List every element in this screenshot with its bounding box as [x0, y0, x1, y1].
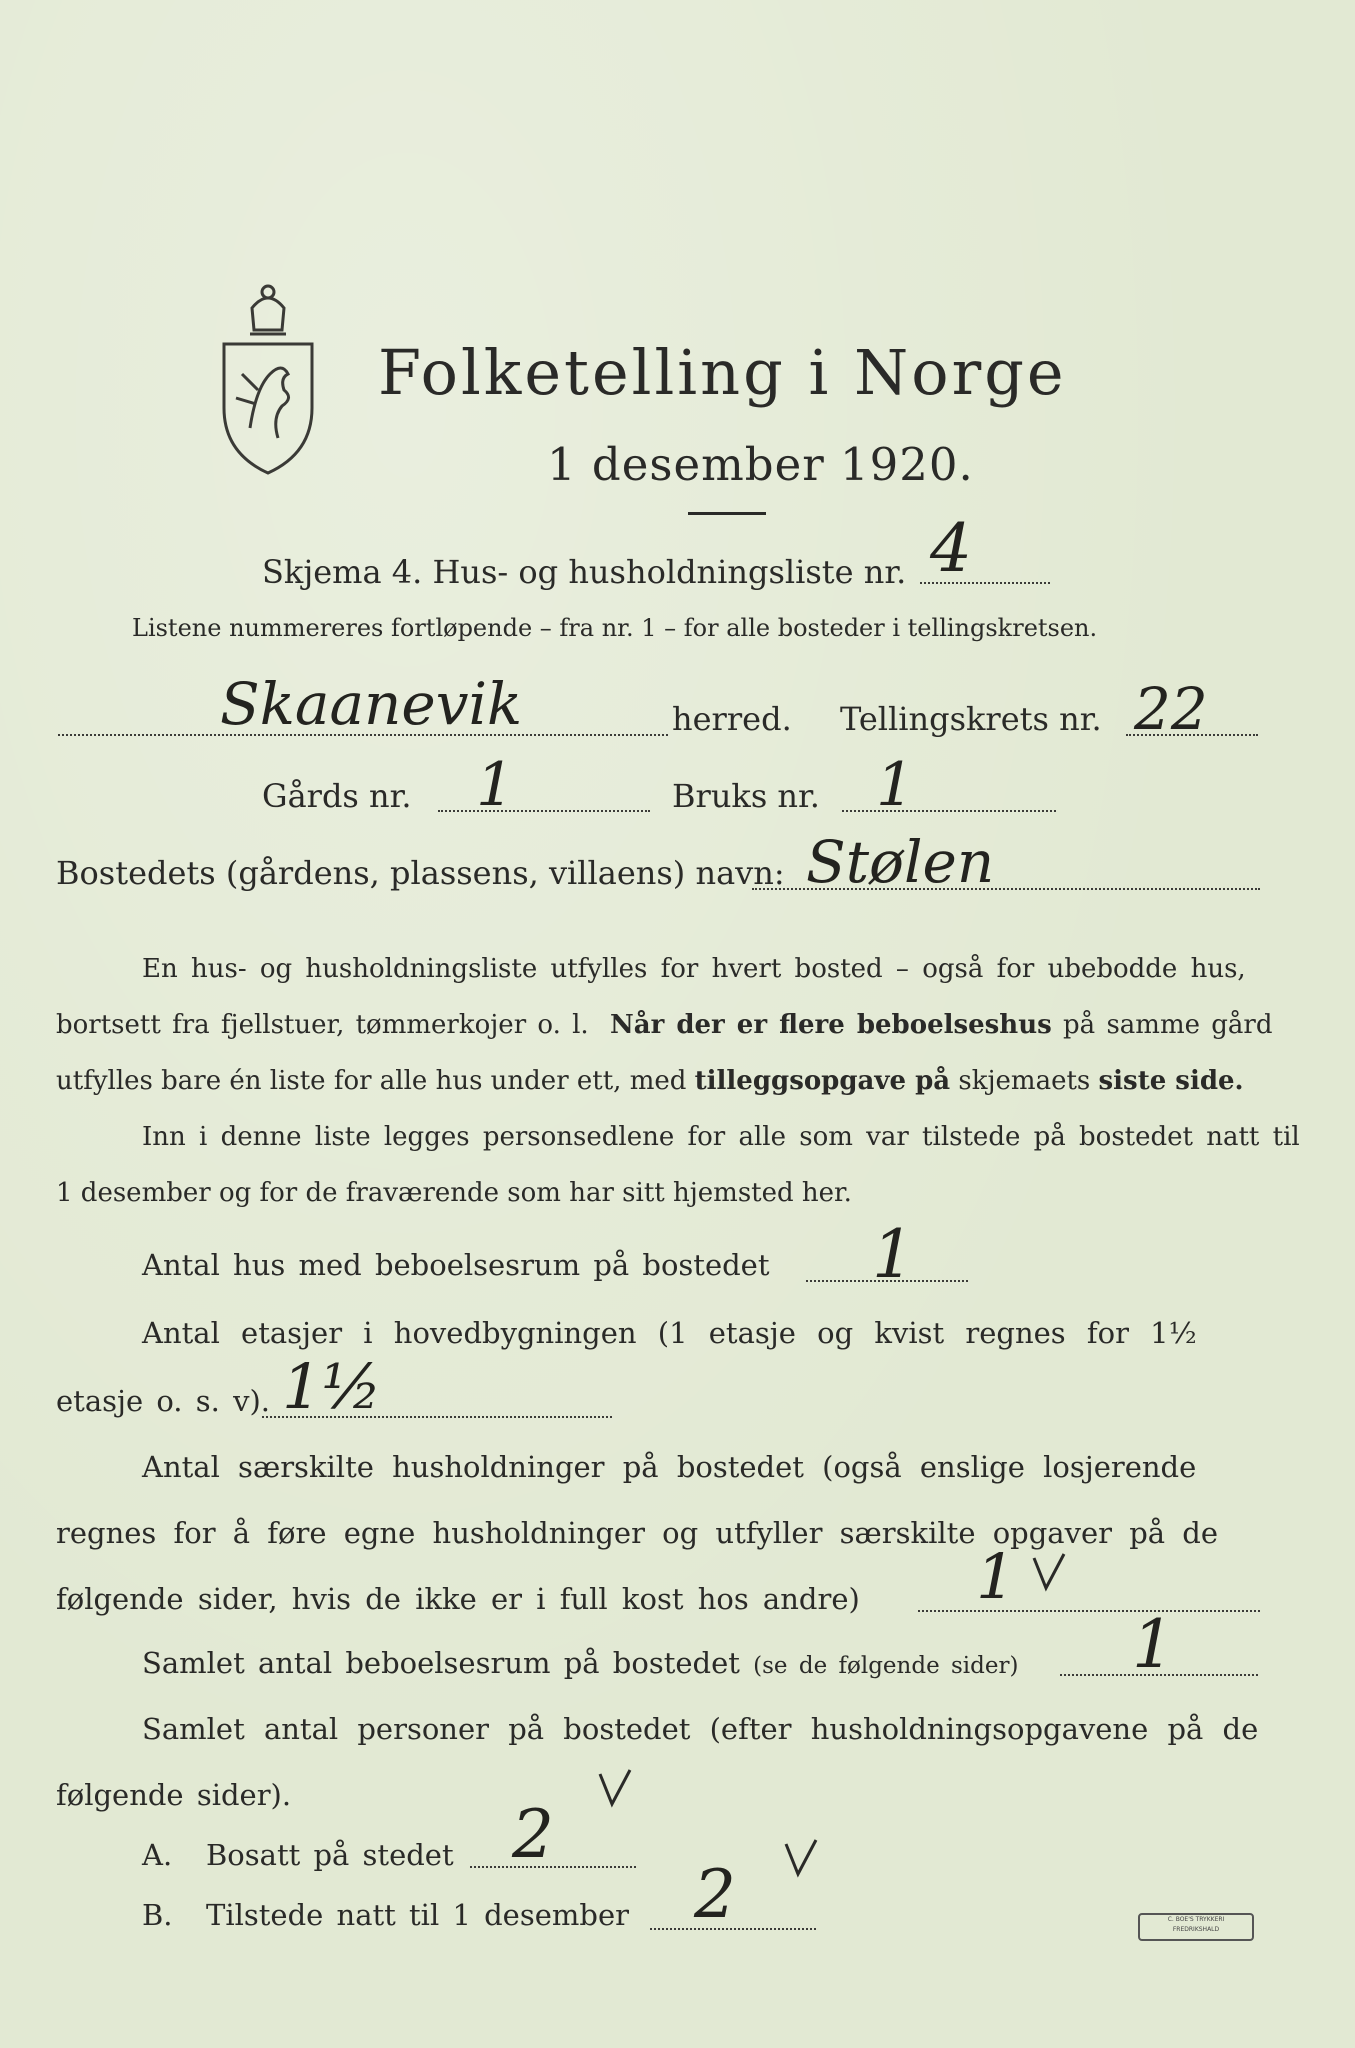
checkmark-icon	[1030, 1550, 1070, 1594]
beboelsesrum-label: Samlet antal beboelsesrum på bostedet (se de følgende sider)	[142, 1646, 1019, 1680]
husholdninger-value: 1	[976, 1540, 1016, 1613]
census-date: 1 desember 1920.	[547, 438, 974, 491]
husholdninger-label-1: Antal særskilte husholdninger på bostedet (også enslige losjerende	[142, 1450, 1197, 1484]
tellingskrets-value: 22	[1134, 675, 1208, 743]
hus-value: 1	[872, 1216, 914, 1293]
tilstede-value: 2	[694, 1856, 736, 1933]
instruction-line-1: En hus- og husholdningsliste utfylles for hvert bosted – også for ubebodde hus,	[142, 954, 1246, 984]
husholdninger-field[interactable]	[918, 1610, 1260, 1612]
hus-label: Antal hus med beboelsesrum på bostedet	[142, 1248, 770, 1282]
schema-label: Skjema 4. Hus- og husholdningsliste nr.	[262, 553, 907, 591]
checkmark-icon	[596, 1766, 636, 1810]
instruction-line-3: utfylles bare én liste for alle hus under ett, med tilleggsopgave på skjemaets siste side.	[56, 1066, 1244, 1096]
title-divider	[688, 512, 766, 515]
bruks-value: 1	[876, 750, 915, 820]
etasjer-label-2: etasje o. s. v).	[56, 1384, 270, 1418]
bruks-field[interactable]	[842, 810, 1056, 812]
etasjer-value: 1½	[282, 1350, 382, 1423]
schema-number-value: 4	[930, 510, 972, 587]
coat-of-arms-icon	[212, 278, 324, 478]
tilstede-label: Tilstede natt til 1 desember	[206, 1898, 629, 1932]
husholdninger-label-2: regnes for å føre egne husholdninger og utfyller særskilte opgaver på de	[56, 1516, 1219, 1550]
husholdninger-label-3: følgende sider, hvis de ikke er i full kost hos andre)	[56, 1582, 860, 1616]
bosted-label: Bostedets (gårdens, plassens, villaens) navn:	[56, 854, 785, 892]
bosatt-letter: A.	[142, 1838, 173, 1872]
bruks-label: Bruks nr.	[672, 777, 820, 815]
instruction-line-5: 1 desember og for de fraværende som har sitt hjemsted her.	[56, 1178, 852, 1208]
gards-value: 1	[476, 750, 515, 820]
personer-label-1: Samlet antal personer på bostedet (efter husholdningsopgavene på de	[142, 1712, 1259, 1746]
bosatt-value: 2	[512, 1796, 554, 1873]
tellingskrets-label: Tellingskrets nr.	[840, 700, 1102, 738]
bosatt-label: Bosatt på stedet	[206, 1838, 454, 1872]
beboelsesrum-value: 1	[1132, 1606, 1174, 1683]
tilstede-letter: B.	[142, 1898, 173, 1932]
checkmark-icon	[782, 1836, 822, 1880]
instruction-line-2: bortsett fra fjellstuer, tømmerkojer o. l. Når der er flere beboelseshus på samme gård	[56, 1010, 1273, 1040]
numbering-note: Listene nummereres fortløpende – fra nr. 1 – for alle bosteder i tellingskretsen.	[132, 614, 1098, 642]
bosted-value: Stølen	[806, 828, 995, 896]
etasjer-label-1: Antal etasjer i hovedbygningen (1 etasje og kvist regnes for 1½	[142, 1316, 1197, 1350]
herred-value: Skaanevik	[220, 670, 523, 738]
gards-label: Gårds nr.	[262, 777, 412, 815]
personer-label-2: følgende sider).	[56, 1778, 292, 1812]
instruction-line-4: Inn i denne liste legges personsedlene for alle som var tilstede på bostedet natt til	[142, 1122, 1300, 1152]
herred-label: herred.	[672, 700, 792, 738]
form-title: Folketelling i Norge	[378, 336, 1067, 409]
gards-field[interactable]	[438, 810, 650, 812]
printer-stamp: C. BOE'S TRYKKERI FREDRIKSHALD	[1138, 1913, 1254, 1941]
